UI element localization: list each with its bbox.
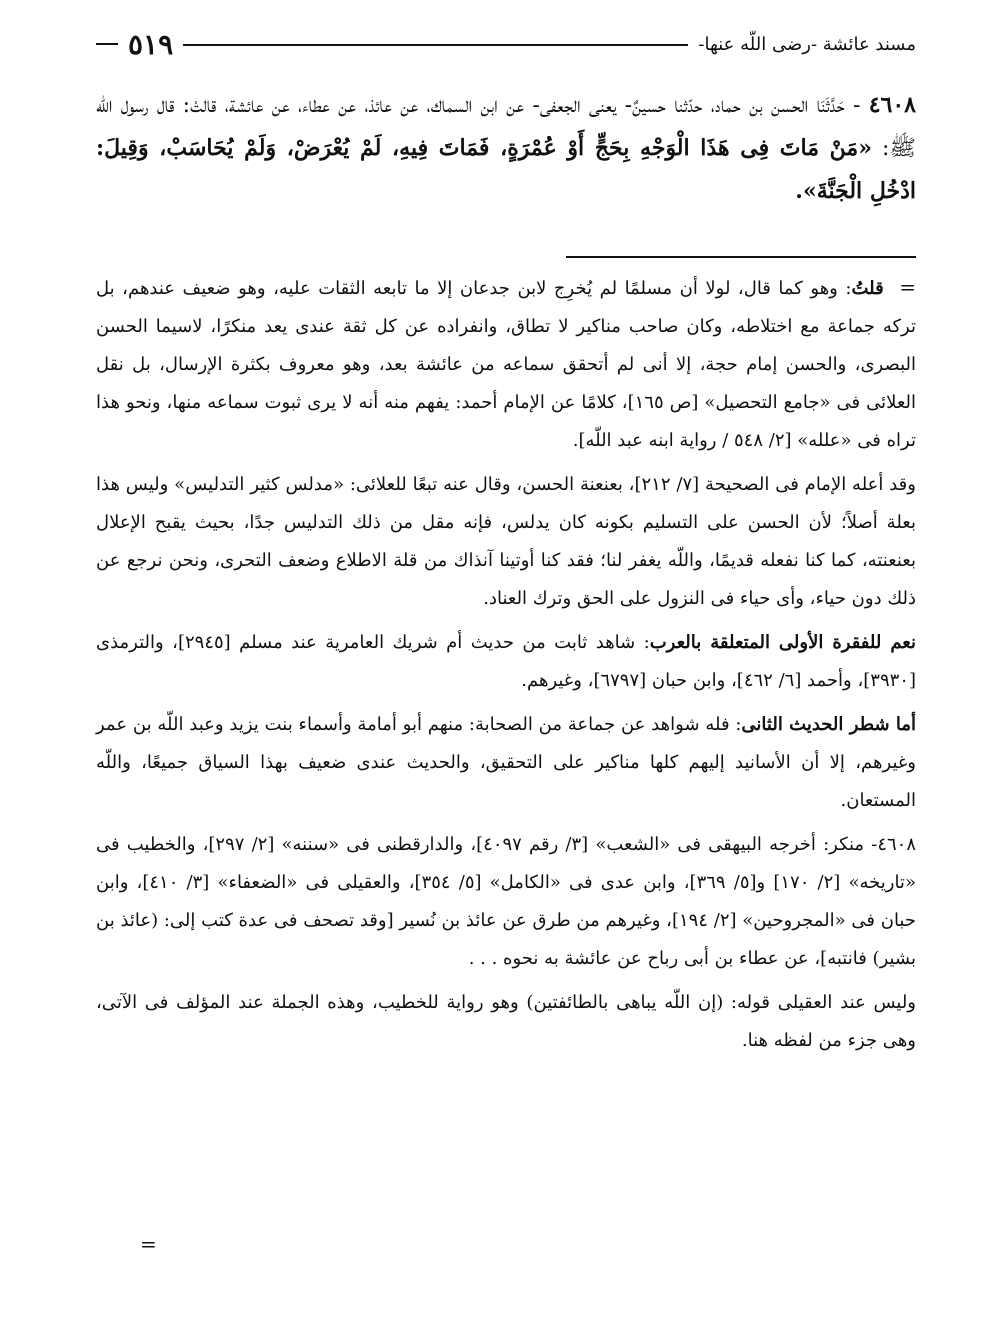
trailing-continuation-marker: = <box>140 1232 157 1256</box>
header-dash <box>96 43 118 45</box>
note-paragraph-1: = قلتُ: وهو كما قال، لولا أن مسلمًا لم يُخرِج لابن جدعان إلا ما تابعه الثقات عليه، وهو ضعيف عندهم، بل تركه جماعة مع اختلاطه، وكان صاحب مناكير لا تطاق، وانفراده عن كل ثقة عندى يعد منكرًا، لاسيما الحسن البصرى، والحسن إمام حجة، إلا أنى لم أتحقق سماعه من عائشة بعد، وهو معروف بكثرة الإرسال، بل نقل العلائى فى «جامع التحصيل» [ص ١٦٥]، كلامًا عن الإمام أحمد: يفهم منه أنه لا يرى ثبوت سماعه منها، ونحو هذا تراه فى «علله» [٢/ ٥٤٨ / رواية ابنه عبد اللّه]. <box>96 275 916 451</box>
footnotes <box>96 268 916 1066</box>
hadith-isnad: - حَدَّثَنَا الحسن بن حماد، حدّثنا حسينٌ- يعنى الجعفى- عن ابن السماك، عن عائذ، عن عطاء، عن عائشة، قالتْ: قال رسول اللّه ﷺ: <box>96 93 916 161</box>
page-number: ٥١٩ <box>128 27 174 61</box>
footnote-separator <box>566 256 916 258</box>
page-header <box>96 24 916 64</box>
header-rule <box>183 44 688 46</box>
note-lead: أما شطر الحديث الثانى <box>741 714 917 735</box>
hadith-matn: «مَنْ مَاتَ فِى هَذَا الْوَجْهِ بِحَجٍّ أَوْ عُمْرَةٍ، فَمَاتَ فِيهِ، لَمْ يُعْرَضْ، وَلَمْ يُحَاسَبْ، وَقِيلَ: ادْخُلِ الْجَنَّةَ». <box>96 135 916 204</box>
note-paragraph-2: وقد أعله الإمام فى الصحيحة [٧/ ٢١٢]، بعنعنة الحسن، وقال عنه تبعًا للعلائى: «مدلس كثير التدليس» وليس هذا بعلة أصلاً؛ لأن الحسن على التسليم بكونه كان يدلس، فإنه مقل من ذلك التدليس جدًا، بحيث يقبح الإعلال بعنعنته، كما كنا نفعله قديمًا، واللّه يغفر لنا؛ فقد كنا أوتينا آنذاك من قلة الاطلاع وضعف التحرى، ونحن نرجع عن ذلك دون حياء، وأى حياء فى النزول على الحق وترك العناد. <box>96 474 916 609</box>
note-lead: نعم للفقرة الأولى المتعلقة بالعرب <box>649 632 916 653</box>
continuation-marker: = <box>899 275 916 299</box>
hadith-text <box>96 84 916 213</box>
running-title: مسند عائشة -رضى اللّه عنها- <box>698 33 916 55</box>
note-paragraph-4: أما شطر الحديث الثانى: فله شواهد عن جماعة من الصحابة: منهم أبو أمامة وأسماء بنت يزيد وعبد اللّه بن عمر وغيرهم، إلا أن الأسانيد إليهم كلها مناكير على التحقيق، والحديث عندى ضعيف بهذا السياق جميعًا، واللّه المستعان. <box>96 714 917 811</box>
note-paragraph-6: وليس عند العقيلى قوله: (إن اللّه يباهى بالطائفتين) وهو رواية للخطيب، وهذه الجملة عند المؤلف فى الآتى، وهى جزء من لفظه هنا. <box>96 992 916 1051</box>
note-paragraph-3: نعم للفقرة الأولى المتعلقة بالعرب: شاهد ثابت من حديث أم شريك العامرية عند مسلم [٢٩٤٥]، والترمذى [٣٩٣٠]، وأحمد [٦/ ٤٦٢]، وابن حبان [٦٧٩٧]، وغيرهم. <box>96 632 916 691</box>
note-lead: قلتُ <box>851 278 884 299</box>
hadith-number: ٤٦٠٨ <box>868 92 916 118</box>
note-paragraph-5: ٤٦٠٨- منكر: أخرجه البيهقى فى «الشعب» [٣/ رقم ٤٠٩٧]، والدارقطنى فى «سننه» [٢/ ٢٩٧]، والخطيب فى «تاريخه» [٢/ ١٧٠] و[٥/ ٣٦٩]، وابن عدى فى «الكامل» [٥/ ٣٥٤]، والعقيلى فى «الضعفاء» [٣/ ٤١٠]، وابن حبان فى «المجروحين» [٢/ ١٩٤]، وغيرهم من طرق عن عائذ بن نُسير [وقد تصحف فى عدة كتب إلى: (عائذ بن بشير) فانتبه]، عن عطاء بن أبى رباح عن عائشة به نحوه . . . <box>96 834 916 969</box>
